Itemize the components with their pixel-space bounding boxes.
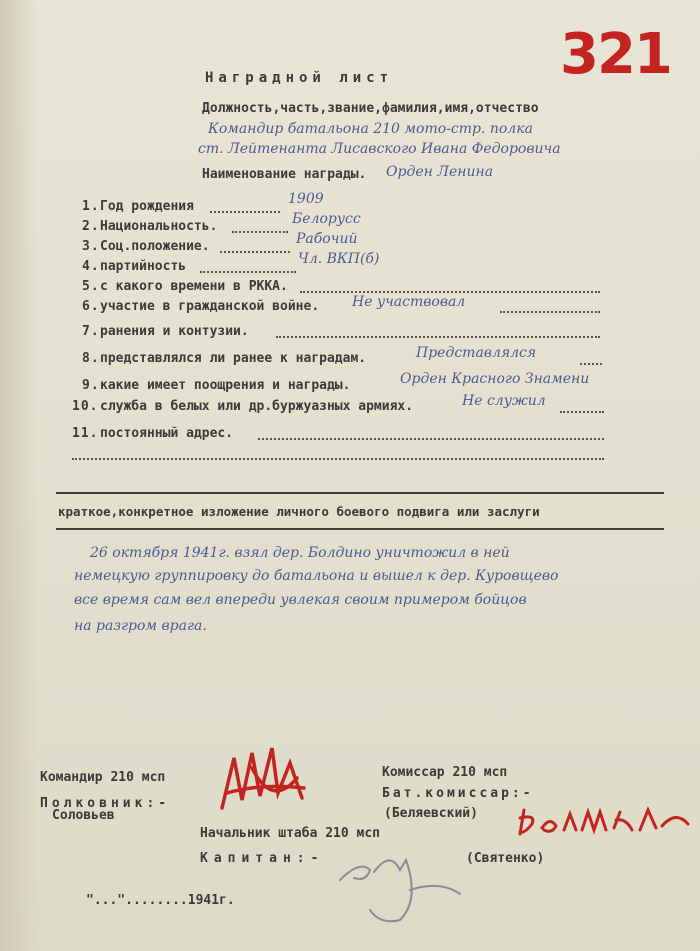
page-shadow-edge [0,0,38,951]
field-value: Белорусс [292,211,361,227]
fill-dots [210,211,280,213]
fill-dots [300,291,600,293]
chief-of-staff-signature [330,830,470,930]
field-number: 5. [82,279,100,294]
field-label: Национальность. [100,219,218,234]
commissar-name: (Беляевский) [384,806,478,821]
document-title: Наградной лист [205,70,394,86]
field-value: Чл. ВКП(б) [298,251,380,267]
fill-dots [500,311,600,313]
commander-rank: Полковник:- [40,796,171,811]
field-label: партийность [100,259,187,274]
field-label: с какого времени в РККА. [100,279,288,294]
field-value: Орден Красного Знамени [400,371,590,387]
field-label: служба в белых или др.буржуазных армиях. [100,399,414,414]
commissar-rank: Бат.комиссар:- [382,786,534,801]
separator-rule-bottom [56,528,664,530]
award-value: Орден Ленина [386,164,494,180]
commander-title: Командир 210 мсп [40,770,166,785]
fill-dots [276,336,600,338]
summary-heading: краткое,конкретное изложение личного боевого подвига или заслуги [58,504,540,519]
fill-dots [580,363,602,365]
commissar-signature [516,800,696,846]
position-label: Должность,часть,звание,фамилия,имя,отчество [202,101,539,116]
field-number: 8. [82,351,100,366]
award-label: Наименование награды. [202,167,367,182]
separator-rule-top [56,492,664,494]
chief-of-staff-name: (Святенко) [466,851,545,866]
field-label: Год рождения [100,199,194,214]
field-value: Не служил [462,393,546,409]
fill-dots [200,271,296,273]
feat-line: на разгром врага. [74,618,207,634]
field-number: 7. [82,324,100,339]
field-number: 4. [82,259,100,274]
field-label: постоянный адрес. [100,426,234,441]
feat-line: все время сам вел впереди увлекая своим примером бойцов [74,592,527,608]
fill-dots [232,231,288,233]
field-label: какие имеет поощрения и награды. [100,378,351,393]
feat-line: 26 октября 1941г. взял дер. Болдино уничтожил в ней [90,545,510,561]
fill-dots [72,458,604,460]
fill-dots [560,411,604,413]
chief-of-staff-title: Начальник штаба 210 мсп [200,826,381,841]
field-number: 6. [82,299,100,314]
field-number: 1. [82,199,100,214]
field-value: Представлялся [416,345,537,361]
field-number: 10. [72,399,99,414]
field-number: 11. [72,426,99,441]
field-label: Соц.положение. [100,239,210,254]
field-label: ранения и контузии. [100,324,249,339]
position-value-line2: ст. Лейтенанта Лисавского Ивана Федоровича [198,141,561,157]
field-value: Рабочий [296,231,358,247]
commissar-title: Комиссар 210 мсп [382,765,508,780]
field-number: 2. [82,219,100,234]
chief-of-staff-rank: Капитан:- [200,851,325,866]
fill-dots [258,438,604,440]
field-number: 3. [82,239,100,254]
feat-line: немецкую группировку до батальона и вышел к дер. Куровщево [74,568,559,584]
field-value: Не участвовал [352,294,466,310]
field-number: 9. [82,378,100,393]
document-date: "..."........1941г. [86,893,235,908]
field-label: представлялся ли ранее к наградам. [100,351,367,366]
position-value-line1: Командир батальона 210 мото-стр. полка [208,121,533,137]
fill-dots [220,251,290,253]
commander-name: Соловьев [52,808,115,823]
sheet-number: 321 [560,22,671,87]
field-value: 1909 [288,191,324,207]
field-label: участие в гражданской войне. [100,299,320,314]
commander-signature [212,738,312,833]
